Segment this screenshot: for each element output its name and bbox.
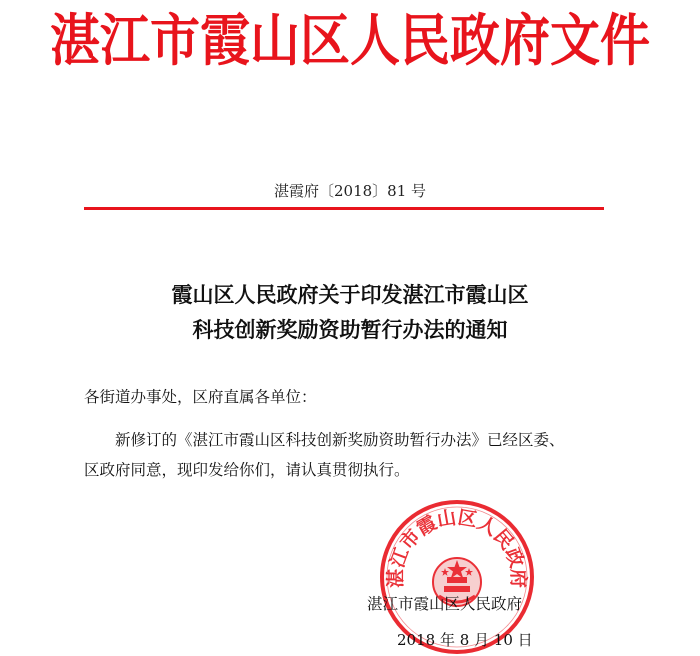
document-title-line-1: 霞山区人民政府关于印发湛江市霞山区 bbox=[171, 283, 529, 307]
issue-date: 2018 年 8 月 10 日 bbox=[397, 631, 533, 649]
document-title bbox=[0, 278, 700, 348]
red-divider-line bbox=[84, 207, 604, 210]
document-body bbox=[84, 425, 624, 485]
body-line-2: 区政府同意，现印发给你们，请认真贯彻执行。 bbox=[84, 461, 410, 479]
issuing-authority: 湛江市霞山区人民政府 bbox=[367, 595, 523, 613]
body-line-1: 新修订的《湛江市霞山区科技创新奖励资助暂行办法》已经区委、 bbox=[115, 431, 565, 449]
seal-text: 湛江市霞山区人民政府 bbox=[384, 506, 530, 589]
addressee-line: 各街道办事处，区府直属各单位： bbox=[84, 388, 317, 406]
document-number: 湛霞府〔2018〕81 号 bbox=[273, 182, 427, 200]
document-title-line-2: 科技创新奖励资助暂行办法的通知 bbox=[192, 318, 508, 342]
document-masthead: 湛江市霞山区人民政府文件 bbox=[50, 7, 650, 74]
